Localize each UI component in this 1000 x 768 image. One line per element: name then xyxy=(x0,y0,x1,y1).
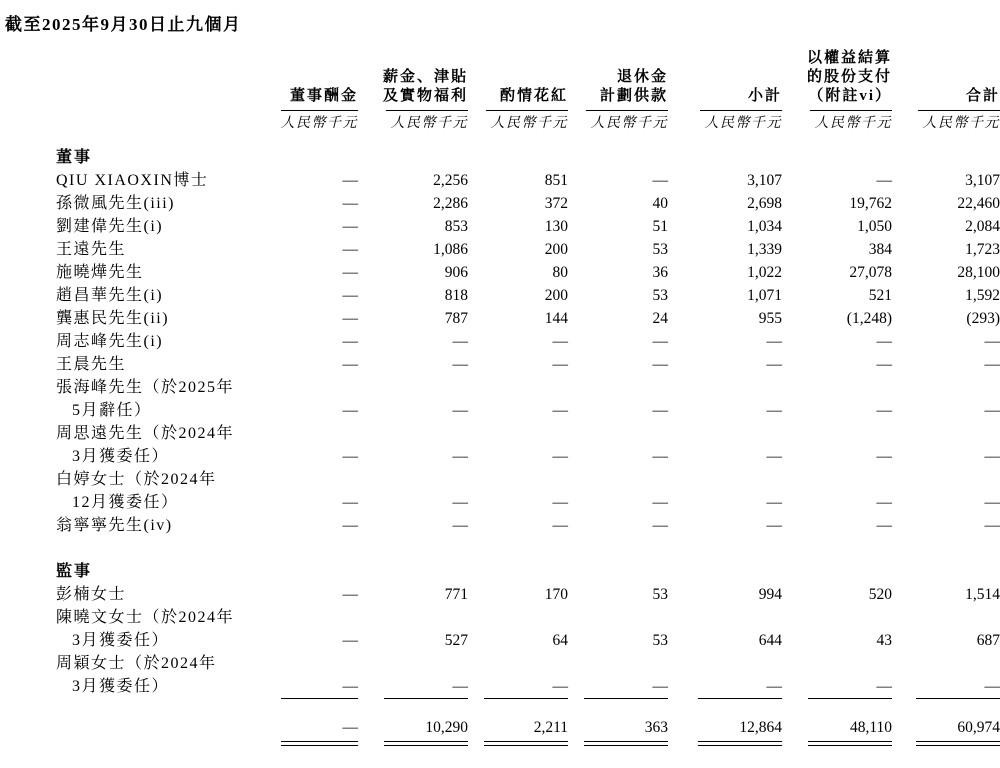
value-cell: 521 xyxy=(868,287,892,304)
value-cell: — xyxy=(552,333,568,350)
value-cell: — xyxy=(342,448,358,465)
person-name-line: 周志峰先生(i) xyxy=(56,333,164,350)
column-header xyxy=(568,49,668,133)
value-cell: — xyxy=(652,517,668,534)
value-cell: — xyxy=(552,494,568,511)
value-cell: — xyxy=(652,402,668,419)
person-name-line: 翁寧寧先生(iv) xyxy=(56,517,173,534)
value-cell: — xyxy=(984,402,1000,419)
value-cell: 851 xyxy=(544,172,568,189)
header-rule xyxy=(386,110,468,111)
value-cell: — xyxy=(766,494,782,511)
value-cell: — xyxy=(984,678,1000,695)
value-cell: — xyxy=(876,172,892,189)
value-cell: 200 xyxy=(544,287,568,304)
double-rule xyxy=(698,741,782,746)
value-cell: — xyxy=(876,494,892,511)
value-cell: 1,022 xyxy=(747,264,782,281)
person-name-cell xyxy=(0,169,281,192)
double-rule xyxy=(281,741,358,746)
person-name-line: 周思遠先生（於2024年 xyxy=(56,425,235,442)
value-cell: — xyxy=(342,218,358,235)
person-name-cell xyxy=(0,353,281,376)
double-rule xyxy=(808,741,892,746)
value-cell: 818 xyxy=(444,287,468,304)
column-label xyxy=(892,87,1000,106)
value-cell: 2,084 xyxy=(965,218,1000,235)
page-title: 截至2025年9月30日止九個月 xyxy=(5,15,242,34)
value-cell: 1,071 xyxy=(747,287,782,304)
value-cell: — xyxy=(552,402,568,419)
single-rule xyxy=(698,698,782,699)
single-rule xyxy=(916,698,1000,699)
value-cell: — xyxy=(652,494,668,511)
section-header: 監事 xyxy=(56,563,93,580)
value-cell: — xyxy=(452,494,468,511)
total-value-cell: 363 xyxy=(644,719,668,736)
header-rule xyxy=(810,110,892,111)
value-cell: 372 xyxy=(544,195,568,212)
value-cell: — xyxy=(342,310,358,327)
person-name-cell xyxy=(0,284,281,307)
column-label-line: 的股份支付 xyxy=(806,69,892,85)
column-label-line: 小計 xyxy=(747,88,782,104)
value-cell: — xyxy=(876,333,892,350)
value-cell: — xyxy=(876,402,892,419)
table-row xyxy=(0,376,1000,422)
value-cell: 771 xyxy=(444,586,468,603)
value-cell: 51 xyxy=(652,218,668,235)
column-label xyxy=(281,87,358,106)
value-cell: — xyxy=(342,356,358,373)
table-row xyxy=(0,192,1000,215)
total-value-cell: 10,290 xyxy=(425,719,468,736)
value-cell: — xyxy=(342,264,358,281)
column-label xyxy=(468,87,568,106)
column-label xyxy=(782,49,892,106)
value-cell: — xyxy=(452,448,468,465)
value-cell: — xyxy=(342,632,358,649)
person-name-cell xyxy=(0,514,281,537)
column-header xyxy=(468,49,568,133)
value-cell: (1,248) xyxy=(846,310,892,327)
value-cell: 22,460 xyxy=(957,195,1000,212)
person-name-line: 5月辭任） xyxy=(72,402,152,419)
table-row xyxy=(0,307,1000,330)
header-row xyxy=(0,49,1000,133)
value-cell: 2,286 xyxy=(433,195,468,212)
value-cell: 43 xyxy=(876,632,892,649)
person-name-cell xyxy=(0,192,281,215)
table-row xyxy=(0,169,1000,192)
spacer-row xyxy=(0,704,1000,713)
value-cell: — xyxy=(984,517,1000,534)
column-label-line: 合計 xyxy=(965,88,1000,104)
value-cell: — xyxy=(652,448,668,465)
table-header xyxy=(0,49,1000,133)
value-cell: 787 xyxy=(444,310,468,327)
column-label-line: 退休金 xyxy=(616,69,668,85)
value-cell: — xyxy=(984,448,1000,465)
column-unit: 人民幣千元 xyxy=(814,116,892,131)
value-cell: — xyxy=(342,172,358,189)
value-cell: — xyxy=(876,448,892,465)
total-value-cell: 48,110 xyxy=(849,719,892,736)
value-cell: — xyxy=(342,195,358,212)
table-row xyxy=(0,284,1000,307)
value-cell: 53 xyxy=(652,241,668,258)
table-row xyxy=(0,606,1000,652)
person-name-line: 王晨先生 xyxy=(56,356,127,373)
value-cell: — xyxy=(984,356,1000,373)
person-name-line: 龔惠民先生(ii) xyxy=(56,310,170,327)
column-label-line: 董事酬金 xyxy=(289,88,358,104)
value-cell: — xyxy=(766,356,782,373)
value-cell: 994 xyxy=(758,586,782,603)
value-cell: 687 xyxy=(976,632,1000,649)
column-unit: 人民幣千元 xyxy=(922,116,1000,131)
person-name-cell xyxy=(0,215,281,238)
column-label-line: 以權益結算 xyxy=(806,50,892,66)
spacer-row xyxy=(0,133,1000,146)
value-cell: — xyxy=(552,678,568,695)
column-unit: 人民幣千元 xyxy=(390,116,468,131)
column-label-line: 薪金、津貼 xyxy=(382,69,468,85)
total-value-cell: — xyxy=(342,719,358,736)
table-row xyxy=(0,583,1000,606)
value-cell: 3,107 xyxy=(747,172,782,189)
value-cell: — xyxy=(452,333,468,350)
table-row xyxy=(0,353,1000,376)
person-name-line: QIU XIAOXIN博士 xyxy=(56,172,209,189)
value-cell: — xyxy=(342,586,358,603)
person-name-line: 陳曉文女士（於2024年 xyxy=(56,609,235,626)
value-cell: 384 xyxy=(868,241,892,258)
column-header xyxy=(668,49,782,133)
header-rule xyxy=(700,110,782,111)
total-value-cell: 2,211 xyxy=(533,719,568,736)
value-cell: 2,698 xyxy=(747,195,782,212)
value-cell: — xyxy=(652,678,668,695)
column-label xyxy=(358,68,468,106)
value-cell: 144 xyxy=(544,310,568,327)
total-value-cell: 12,864 xyxy=(739,719,782,736)
rule-cell xyxy=(358,739,468,746)
column-header xyxy=(892,49,1000,133)
person-name-line: 王遠先生 xyxy=(56,241,127,258)
rule-cell xyxy=(892,739,1000,746)
value-cell: 1,086 xyxy=(433,241,468,258)
rule-cell xyxy=(668,739,782,746)
value-cell: 80 xyxy=(552,264,568,281)
section-header: 董事 xyxy=(56,149,93,166)
value-cell: — xyxy=(342,287,358,304)
double-rule xyxy=(384,741,468,746)
value-cell: — xyxy=(984,494,1000,511)
single-rule xyxy=(584,698,668,699)
value-cell: — xyxy=(342,678,358,695)
value-cell: 906 xyxy=(444,264,468,281)
value-cell: 1,592 xyxy=(965,287,1000,304)
value-cell: — xyxy=(342,494,358,511)
rule-cell xyxy=(281,739,358,746)
person-name-cell xyxy=(0,376,281,422)
person-name-line: 彭楠女士 xyxy=(56,586,127,603)
value-cell: — xyxy=(652,333,668,350)
double-rule xyxy=(916,741,1000,746)
person-name-line: 劉建偉先生(i) xyxy=(56,218,164,235)
rule-cell xyxy=(568,739,668,746)
column-unit: 人民幣千元 xyxy=(704,116,782,131)
table-row xyxy=(0,215,1000,238)
person-name-line: 趙昌華先生(i) xyxy=(56,287,164,304)
person-name-cell xyxy=(0,652,281,698)
value-cell: — xyxy=(766,678,782,695)
value-cell: — xyxy=(452,402,468,419)
table-body xyxy=(0,133,1000,746)
value-cell: 24 xyxy=(652,310,668,327)
single-rule xyxy=(484,698,568,699)
column-label xyxy=(568,68,668,106)
value-cell: 1,339 xyxy=(747,241,782,258)
value-cell: 955 xyxy=(758,310,782,327)
double-rule xyxy=(484,741,568,746)
value-cell: 1,514 xyxy=(965,586,1000,603)
value-cell: 520 xyxy=(868,586,892,603)
person-name-cell xyxy=(0,330,281,353)
value-cell: 1,034 xyxy=(747,218,782,235)
column-label-line: （附註vi） xyxy=(808,88,892,104)
value-cell: — xyxy=(552,517,568,534)
value-cell: 53 xyxy=(652,632,668,649)
value-cell: — xyxy=(452,678,468,695)
value-cell: — xyxy=(766,517,782,534)
person-name-cell xyxy=(0,468,281,514)
double-rule xyxy=(584,741,668,746)
section-header-row xyxy=(0,560,1000,583)
value-cell: — xyxy=(766,333,782,350)
person-name-line: 3月獲委任） xyxy=(72,448,170,465)
value-cell: 40 xyxy=(652,195,668,212)
value-cell: 2,256 xyxy=(433,172,468,189)
table-row xyxy=(0,238,1000,261)
column-unit: 人民幣千元 xyxy=(590,116,668,131)
column-header xyxy=(281,49,358,133)
column-unit: 人民幣千元 xyxy=(280,116,358,131)
single-rule xyxy=(808,698,892,699)
column-header xyxy=(358,49,468,133)
table-row xyxy=(0,261,1000,284)
column-label-line: 及實物福利 xyxy=(382,88,468,104)
value-cell: 130 xyxy=(544,218,568,235)
remuneration-table xyxy=(0,49,1000,746)
table-row xyxy=(0,652,1000,698)
total-label-cell xyxy=(0,713,281,739)
name-column-spacer xyxy=(0,49,281,133)
person-name-cell xyxy=(0,583,281,606)
rule-cell xyxy=(782,739,892,746)
person-name-line: 3月獲委任） xyxy=(72,678,170,695)
value-cell: — xyxy=(984,333,1000,350)
person-name-line: 孫微風先生(iii) xyxy=(56,195,175,212)
table-row xyxy=(0,330,1000,353)
value-cell: — xyxy=(452,517,468,534)
value-cell: — xyxy=(652,172,668,189)
header-rule xyxy=(486,110,568,111)
header-rule xyxy=(281,110,358,111)
value-cell: 19,762 xyxy=(849,195,892,212)
person-name-cell xyxy=(0,238,281,261)
column-label-line: 酌情花紅 xyxy=(499,88,568,104)
value-cell: — xyxy=(552,356,568,373)
person-name-cell xyxy=(0,606,281,652)
value-cell: 28,100 xyxy=(957,264,1000,281)
person-name-line: 周穎女士（於2024年 xyxy=(56,655,217,672)
financial-report-page xyxy=(0,10,1000,768)
value-cell: — xyxy=(652,356,668,373)
value-cell: — xyxy=(342,402,358,419)
value-cell: 64 xyxy=(552,632,568,649)
column-header xyxy=(782,49,892,133)
person-name-line: 3月獲委任） xyxy=(72,632,170,649)
value-cell: 36 xyxy=(652,264,668,281)
grand-total-rule-row xyxy=(0,739,1000,746)
value-cell: — xyxy=(552,448,568,465)
value-cell: — xyxy=(342,517,358,534)
value-cell: 200 xyxy=(544,241,568,258)
value-cell: — xyxy=(766,448,782,465)
value-cell: 27,078 xyxy=(849,264,892,281)
value-cell: (293) xyxy=(966,310,1000,327)
rule-cell xyxy=(468,739,568,746)
single-rule xyxy=(384,698,468,699)
section-header-row xyxy=(0,146,1000,169)
person-name-cell xyxy=(0,422,281,468)
value-cell: 170 xyxy=(544,586,568,603)
single-rule xyxy=(281,698,358,699)
person-name-line: 張海峰先生（於2025年 xyxy=(56,379,235,396)
value-cell: 53 xyxy=(652,586,668,603)
header-rule xyxy=(918,110,1000,111)
value-cell: 1,723 xyxy=(965,241,1000,258)
value-cell: 1,050 xyxy=(857,218,892,235)
table-row xyxy=(0,422,1000,468)
value-cell: 853 xyxy=(444,218,468,235)
value-cell: 644 xyxy=(758,632,782,649)
value-cell: — xyxy=(876,678,892,695)
person-name-line: 白婷女士（於2024年 xyxy=(56,471,217,488)
person-name-line: 12月獲委任） xyxy=(72,494,179,511)
value-cell: 3,107 xyxy=(965,172,1000,189)
value-cell: — xyxy=(876,356,892,373)
column-label xyxy=(668,87,782,106)
value-cell: — xyxy=(876,517,892,534)
person-name-line: 施曉燁先生 xyxy=(56,264,144,281)
column-unit: 人民幣千元 xyxy=(490,116,568,131)
value-cell: 527 xyxy=(444,632,468,649)
spacer-row xyxy=(0,537,1000,560)
table-row xyxy=(0,514,1000,537)
header-rule xyxy=(586,110,668,111)
value-cell: — xyxy=(342,333,358,350)
value-cell: — xyxy=(342,241,358,258)
total-value-cell: 60,974 xyxy=(957,719,1000,736)
table-row xyxy=(0,468,1000,514)
person-name-cell xyxy=(0,261,281,284)
column-label-line: 計劃供款 xyxy=(599,88,668,104)
value-cell: — xyxy=(766,402,782,419)
value-cell: — xyxy=(452,356,468,373)
total-row xyxy=(0,713,1000,739)
person-name-cell xyxy=(0,307,281,330)
value-cell: 53 xyxy=(652,287,668,304)
